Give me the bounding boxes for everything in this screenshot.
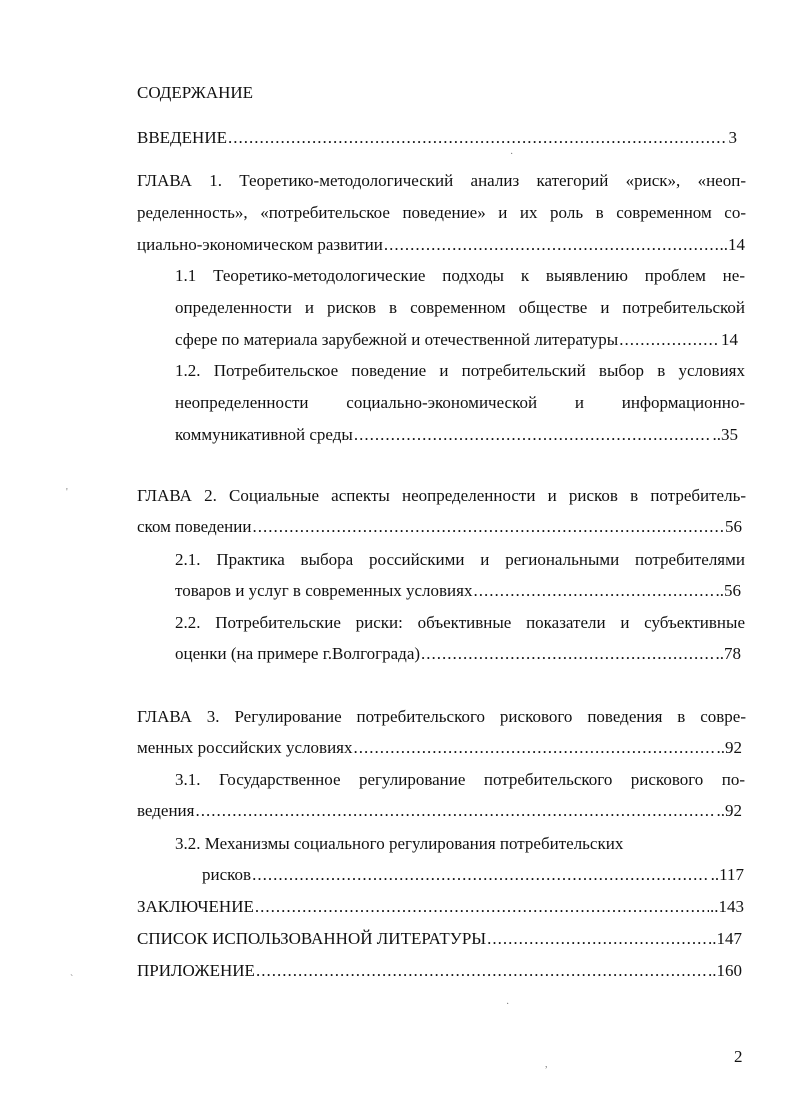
toc-entry-section-2-1: [175, 580, 741, 602]
toc-entry-label: ПРИЛОЖЕНИЕ: [137, 961, 255, 980]
chapter-1-heading-line-2: ределенность», «потребительское поведение» и их роль в современном со-: [137, 203, 746, 222]
dot-leader: [354, 737, 716, 759]
toc-entry-label: оценки (на примере г.Волгограда): [175, 644, 421, 663]
section-3-1-line-1: 3.1. Государственное регулирование потребительского рискового по-: [175, 770, 745, 789]
chapter-1-heading-line-1: ГЛАВА 1. Теоретико-методологический анализ категорий «риск», «неоп-: [137, 171, 746, 190]
toc-entry-label: циально-экономическом развитии: [137, 235, 383, 254]
toc-entry-page: ..147: [708, 929, 742, 948]
dot-leader: [619, 329, 720, 351]
toc-entry-section-3-1: [137, 800, 742, 822]
dot-leader: [473, 580, 714, 602]
toc-entry-page: 3: [728, 128, 737, 147]
dot-leader: [354, 424, 712, 446]
dot-leader: [255, 896, 709, 918]
section-2-1-line-1: 2.1. Практика выбора российскими и региональными потребителями: [175, 550, 745, 569]
toc-entry-page: ..92: [716, 801, 742, 820]
toc-entry-page: 56: [725, 517, 742, 536]
toc-entry-page: ..35: [712, 425, 738, 444]
toc-entry-page: ..160: [708, 961, 742, 980]
scan-speck: ·: [510, 149, 514, 160]
toc-entry-appendix: [137, 960, 742, 982]
chapter-3-heading-line-1: ГЛАВА 3. Регулирование потребительского рискового поведения в совре-: [137, 707, 746, 726]
section-1-1-line-2: определенности и рисков в современном обществе и потребительской: [175, 298, 745, 317]
toc-entry-section-1-2: [175, 424, 738, 446]
toc-entry-label: сфере по материала зарубежной и отечественной литературы: [175, 330, 619, 349]
toc-entry-page: ..78: [715, 644, 741, 663]
scan-speck: `: [70, 974, 74, 985]
dot-leader: [421, 643, 714, 665]
dot-leader: [487, 928, 707, 950]
dot-leader: [228, 127, 728, 149]
toc-entry-label: товаров и услуг в современных условиях: [175, 581, 473, 600]
toc-entry-page: ..143: [710, 897, 744, 916]
scan-speck: ·: [506, 999, 510, 1010]
toc-entry-label: ведения: [137, 801, 195, 820]
scan-speck: ': [66, 487, 68, 498]
toc-entry-label: менных российских условиях: [137, 738, 353, 757]
toc-entry-conclusion: [137, 896, 744, 918]
toc-entry-section-3-2: [202, 864, 744, 886]
toc-entry-chapter-3: [137, 737, 742, 759]
dot-leader: [384, 234, 719, 256]
toc-entry-chapter-2: [137, 516, 742, 538]
toc-entry-label: СПИСОК ИСПОЛЬЗОВАННОЙ ЛИТЕРАТУРЫ: [137, 929, 487, 948]
section-1-1-line-1: 1.1 Теоретико-методологические подходы к выявлению проблем не-: [175, 266, 745, 285]
dot-leader: [252, 864, 710, 886]
toc-entry-section-1-1: [175, 329, 738, 351]
toc-entry-page: ..117: [710, 865, 744, 884]
dot-leader: [195, 800, 715, 822]
toc-entry-references: [137, 928, 742, 950]
page-number: 2: [734, 1047, 743, 1066]
toc-entry-page: ..92: [716, 738, 742, 757]
toc-entry-section-2-2: [175, 643, 741, 665]
toc-entry-label: коммуникативной среды: [175, 425, 353, 444]
section-1-2-line-1: 1.2. Потребительское поведение и потребительский выбор в условиях: [175, 361, 745, 380]
page-title: СОДЕРЖАНИЕ: [137, 83, 254, 102]
toc-entry-label: рисков: [202, 865, 252, 884]
toc-entry-page: ..56: [715, 581, 741, 600]
toc-entry-label: ском поведении: [137, 517, 252, 536]
scan-speck: ,: [545, 1059, 548, 1070]
toc-entry-page: 14: [721, 330, 738, 349]
section-3-2-line-1: 3.2. Механизмы социального регулирования потребительских: [175, 834, 624, 853]
toc-entry-introduction: [137, 127, 737, 149]
toc-entry-chapter-1: [137, 234, 745, 256]
section-1-2-line-2: неопределенности социально-экономической и информационно-: [175, 393, 745, 412]
toc-entry-label: ЗАКЛЮЧЕНИЕ: [137, 897, 254, 916]
dot-leader: [252, 516, 724, 538]
dot-leader: [256, 960, 707, 982]
chapter-2-heading-line-1: ГЛАВА 2. Социальные аспекты неопределенности и рисков в потребитель-: [137, 486, 746, 505]
section-2-2-line-1: 2.2. Потребительские риски: объективные показатели и субъективные: [175, 613, 745, 632]
toc-entry-label: ВВЕДЕНИЕ: [137, 128, 227, 147]
toc-entry-page: ..14: [719, 235, 745, 254]
